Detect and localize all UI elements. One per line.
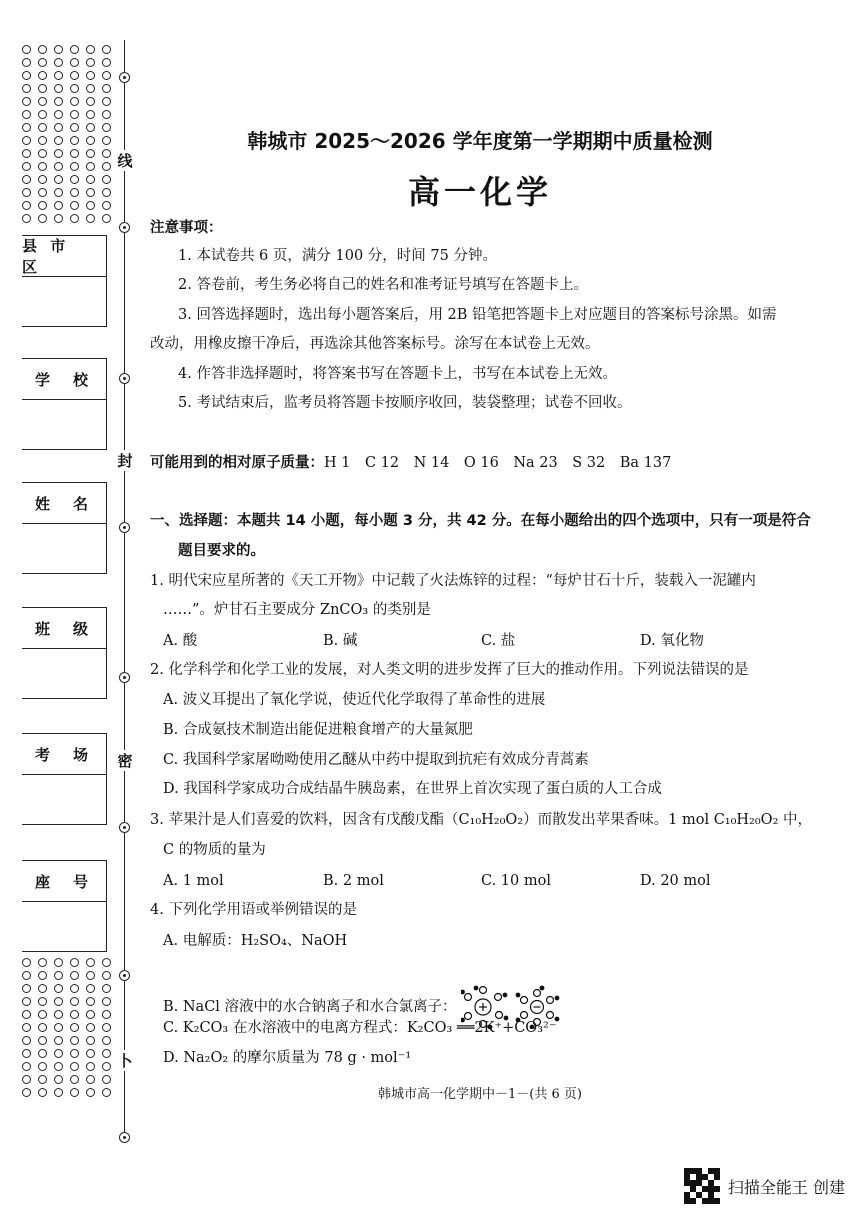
binding-dot bbox=[54, 58, 63, 67]
field-label: 班 级 bbox=[22, 608, 106, 649]
field-seat-number bbox=[22, 860, 107, 952]
option: B. 2 mol bbox=[323, 873, 384, 889]
binding-dot bbox=[86, 958, 95, 967]
binding-dot bbox=[102, 958, 111, 967]
binding-dot bbox=[54, 175, 63, 184]
binding-dot bbox=[38, 997, 47, 1006]
binding-dot bbox=[54, 1036, 63, 1045]
notice-item: 5. 考试结束后，监考员将答题卡按顺序收回，装袋整理；试卷不回收。 bbox=[178, 395, 632, 411]
binding-dot bbox=[102, 1036, 111, 1045]
binding-dot bbox=[102, 984, 111, 993]
binding-dot bbox=[86, 1088, 95, 1097]
binding-dot bbox=[22, 58, 31, 67]
binding-hole bbox=[119, 522, 130, 533]
binding-dot bbox=[22, 97, 31, 106]
binding-dot bbox=[70, 84, 79, 93]
binding-dot bbox=[70, 1075, 79, 1084]
option-text: B. NaCl 溶液中的水合钠离子和水合氯离子： bbox=[163, 999, 457, 1015]
binding-dot bbox=[86, 110, 95, 119]
binding-dot bbox=[54, 149, 63, 158]
binding-dot bbox=[102, 71, 111, 80]
binding-dot bbox=[102, 84, 111, 93]
option: C. 10 mol bbox=[481, 873, 551, 889]
binding-dot bbox=[22, 162, 31, 171]
binding-dot bbox=[54, 984, 63, 993]
option: A. 1 mol bbox=[163, 873, 224, 889]
binding-dot bbox=[102, 997, 111, 1006]
section-heading: 一、选择题：本题共 14 小题，每小题 3 分，共 42 分。在每小题给出的四个选项中，只有一项是符合 bbox=[150, 513, 811, 529]
question-stem: 2. 化学科学和化学工业的发展，对人类文明的进步发挥了巨大的推动作用。下列说法错误的是 bbox=[150, 662, 749, 678]
option: A. 波义耳提出了氧化学说，使近代化学取得了革命性的进展 bbox=[163, 692, 546, 708]
binding-dot bbox=[70, 1049, 79, 1058]
binding-dot bbox=[54, 1049, 63, 1058]
binding-dot bbox=[70, 958, 79, 967]
notice-item: 1. 本试卷共 6 页，满分 100 分，时间 75 分钟。 bbox=[178, 248, 497, 264]
question-stem: 3. 苹果汁是人们喜爱的饮料，因含有戊酸戊酯（C₁₀H₂₀O₂）而散发出苹果香味。1 mol C₁₀H₂₀O₂ 中， bbox=[150, 812, 812, 828]
binding-dot bbox=[54, 45, 63, 54]
binding-dot bbox=[22, 214, 31, 223]
binding-hole bbox=[119, 222, 130, 233]
field-label: 县 市 区 bbox=[22, 236, 106, 277]
binding-dot bbox=[86, 175, 95, 184]
binding-dot bbox=[70, 201, 79, 210]
binding-dot bbox=[70, 45, 79, 54]
binding-dot bbox=[54, 84, 63, 93]
binding-dot bbox=[86, 188, 95, 197]
binding-dot bbox=[70, 1088, 79, 1097]
binding-dot bbox=[22, 149, 31, 158]
field-label: 姓 名 bbox=[22, 483, 106, 524]
binding-dot bbox=[22, 984, 31, 993]
binding-dot bbox=[22, 123, 31, 132]
binding-dot bbox=[54, 136, 63, 145]
binding-dot bbox=[22, 110, 31, 119]
binding-dot bbox=[70, 214, 79, 223]
binding-dot bbox=[54, 188, 63, 197]
binding-dot bbox=[38, 149, 47, 158]
binding-dot bbox=[54, 1023, 63, 1032]
scanner-watermark bbox=[684, 1168, 845, 1204]
question-stem-cont: ……”。炉甘石主要成分 ZnCO₃ 的类别是 bbox=[163, 602, 431, 618]
binding-dot bbox=[102, 1088, 111, 1097]
binding-dot bbox=[38, 97, 47, 106]
binding-dot bbox=[54, 1062, 63, 1071]
option: D. 我国科学家成功合成结晶牛胰岛素，在世界上首次实现了蛋白质的人工合成 bbox=[163, 781, 662, 797]
binding-dot bbox=[22, 188, 31, 197]
notice-item: 3. 回答选择题时，选出每小题答案后，用 2B 铅笔把答题卡上对应题目的答案标号涂黑。如需 bbox=[178, 307, 777, 323]
binding-dot bbox=[102, 1023, 111, 1032]
binding-dot bbox=[70, 1023, 79, 1032]
binding-dot bbox=[102, 149, 111, 158]
binding-dot bbox=[102, 201, 111, 210]
binding-dot bbox=[70, 1062, 79, 1071]
binding-dot bbox=[54, 1088, 63, 1097]
option: A. 电解质：H₂SO₄、NaOH bbox=[163, 933, 348, 949]
field-label: 考 场 bbox=[22, 734, 106, 775]
binding-dot bbox=[22, 958, 31, 967]
binding-dot bbox=[22, 1036, 31, 1045]
binding-hole bbox=[119, 373, 130, 384]
binding-dot bbox=[38, 1049, 47, 1058]
binding-dot bbox=[22, 971, 31, 980]
field-label: 座 号 bbox=[22, 861, 106, 902]
binding-dot bbox=[22, 1075, 31, 1084]
field-label: 学 校 bbox=[22, 359, 106, 400]
field-class bbox=[22, 607, 107, 699]
binding-dot bbox=[70, 97, 79, 106]
binding-dot bbox=[38, 136, 47, 145]
binding-dot bbox=[54, 123, 63, 132]
binding-dot bbox=[54, 71, 63, 80]
binding-dot bbox=[86, 58, 95, 67]
binding-dot bbox=[86, 984, 95, 993]
binding-dot bbox=[86, 971, 95, 980]
binding-hole bbox=[119, 72, 130, 83]
binding-dot bbox=[22, 997, 31, 1006]
binding-dot bbox=[86, 214, 95, 223]
binding-dot bbox=[70, 984, 79, 993]
binding-dot bbox=[70, 149, 79, 158]
notice-item: 改动，用橡皮擦干净后，再选涂其他答案标号。涂写在本试卷上无效。 bbox=[150, 336, 600, 352]
question-stem: 1. 明代宋应星所著的《天工开物》中记载了火法炼锌的过程：“每炉甘石十斤，装载入一泥罐内 bbox=[150, 573, 756, 589]
section-heading-cont: 题目要求的。 bbox=[178, 543, 265, 559]
field-district bbox=[22, 235, 107, 327]
binding-dot bbox=[22, 71, 31, 80]
binding-dot bbox=[102, 971, 111, 980]
binding-dot bbox=[54, 201, 63, 210]
exam-title: 韩城市 2025～2026 学年度第一学期期中质量检测 bbox=[247, 129, 713, 153]
binding-dot bbox=[22, 1023, 31, 1032]
binding-dot bbox=[54, 162, 63, 171]
option: D. Na₂O₂ 的摩尔质量为 78 g · mol⁻¹ bbox=[163, 1050, 412, 1066]
binding-dot bbox=[70, 997, 79, 1006]
notice-heading: 注意事项： bbox=[150, 220, 223, 236]
option: D. 氧化物 bbox=[640, 633, 704, 649]
binding-dot bbox=[86, 1062, 95, 1071]
binding-dots-top bbox=[22, 45, 122, 223]
binding-dot bbox=[86, 1075, 95, 1084]
binding-dot bbox=[86, 45, 95, 54]
binding-dot bbox=[38, 71, 47, 80]
binding-dot bbox=[102, 136, 111, 145]
field-school bbox=[22, 358, 107, 450]
binding-dot bbox=[102, 214, 111, 223]
binding-dot bbox=[102, 1049, 111, 1058]
binding-dot bbox=[38, 214, 47, 223]
field-exam-room bbox=[22, 733, 107, 825]
binding-dot bbox=[70, 162, 79, 171]
binding-dot bbox=[86, 1049, 95, 1058]
option: A. 酸 bbox=[163, 633, 198, 649]
exam-subject: 高一化学 bbox=[407, 173, 552, 211]
binding-dot bbox=[86, 149, 95, 158]
binding-dot bbox=[86, 97, 95, 106]
binding-dot bbox=[38, 1036, 47, 1045]
binding-dot bbox=[86, 997, 95, 1006]
binding-dot bbox=[102, 97, 111, 106]
binding-dot bbox=[38, 58, 47, 67]
binding-marker: 线 bbox=[117, 152, 133, 170]
binding-dot bbox=[70, 188, 79, 197]
binding-hole bbox=[119, 1132, 130, 1143]
binding-dot bbox=[86, 136, 95, 145]
binding-dot bbox=[102, 1075, 111, 1084]
binding-dot bbox=[22, 1049, 31, 1058]
binding-dot bbox=[70, 110, 79, 119]
option: B. 碱 bbox=[323, 633, 358, 649]
binding-dot bbox=[54, 1075, 63, 1084]
option: C. K₂CO₃ 在水溶液中的电离方程式：K₂CO₃ ══2K⁺+CO₃²⁻ bbox=[163, 1020, 557, 1036]
binding-dot bbox=[86, 201, 95, 210]
binding-dot bbox=[54, 97, 63, 106]
binding-hole bbox=[119, 822, 130, 833]
binding-hole bbox=[119, 970, 130, 981]
binding-dot bbox=[38, 1010, 47, 1019]
binding-dot bbox=[38, 1088, 47, 1097]
binding-dot bbox=[22, 1088, 31, 1097]
binding-dot bbox=[102, 58, 111, 67]
binding-dot bbox=[70, 1010, 79, 1019]
binding-dot bbox=[54, 1010, 63, 1019]
binding-dot bbox=[70, 971, 79, 980]
binding-dot bbox=[70, 1036, 79, 1045]
binding-dot bbox=[38, 123, 47, 132]
binding-dot bbox=[70, 58, 79, 67]
notice-item: 4. 作答非选择题时，将答案书写在答题卡上，书写在本试卷上无效。 bbox=[178, 366, 617, 382]
binding-dot bbox=[102, 1010, 111, 1019]
binding-dot bbox=[102, 175, 111, 184]
binding-dot bbox=[38, 45, 47, 54]
field-name bbox=[22, 482, 107, 574]
binding-dot bbox=[102, 162, 111, 171]
binding-dot bbox=[102, 110, 111, 119]
question-stem-cont: C 的物质的量为 bbox=[163, 842, 266, 858]
binding-dot bbox=[38, 188, 47, 197]
binding-dot bbox=[38, 971, 47, 980]
binding-dot bbox=[86, 1023, 95, 1032]
binding-dot bbox=[54, 214, 63, 223]
binding-dot bbox=[70, 175, 79, 184]
binding-dot bbox=[86, 123, 95, 132]
binding-dot bbox=[38, 84, 47, 93]
watermark-text: 扫描全能王 创建 bbox=[727, 1177, 845, 1197]
binding-dot bbox=[38, 110, 47, 119]
option: D. 20 mol bbox=[640, 873, 711, 889]
binding-dot bbox=[22, 136, 31, 145]
binding-dot bbox=[54, 958, 63, 967]
notice-item: 2. 答卷前，考生务必将自己的姓名和准考证号填写在答题卡上。 bbox=[178, 277, 588, 293]
option: C. 我国科学家屠呦呦使用乙醚从中药中提取到抗疟有效成分青蒿素 bbox=[163, 752, 589, 768]
option: C. 盐 bbox=[481, 633, 516, 649]
binding-dot bbox=[22, 175, 31, 184]
binding-dot bbox=[38, 162, 47, 171]
binding-dot bbox=[38, 1062, 47, 1071]
binding-dot bbox=[38, 958, 47, 967]
binding-dot bbox=[22, 1010, 31, 1019]
binding-dot bbox=[54, 997, 63, 1006]
binding-dot bbox=[22, 201, 31, 210]
question-stem: 4. 下列化学用语或举例错误的是 bbox=[150, 902, 357, 918]
binding-dot bbox=[86, 1036, 95, 1045]
atomic-masses bbox=[150, 453, 671, 473]
binding-dot bbox=[86, 84, 95, 93]
binding-dot bbox=[38, 1023, 47, 1032]
binding-dot bbox=[22, 1062, 31, 1071]
binding-dot bbox=[86, 162, 95, 171]
binding-dots-bottom bbox=[22, 958, 122, 1097]
binding-marker: 密 bbox=[117, 752, 133, 770]
binding-dot bbox=[102, 188, 111, 197]
binding-dot bbox=[70, 136, 79, 145]
binding-dot bbox=[22, 45, 31, 54]
binding-dot bbox=[38, 1075, 47, 1084]
binding-dot bbox=[70, 71, 79, 80]
binding-dot bbox=[22, 84, 31, 93]
atomic-masses-values: H 1 C 12 N 14 O 16 Na 23 S 32 Ba 137 bbox=[324, 455, 672, 471]
page-footer: 韩城市高一化学期中－1－(共 6 页) bbox=[378, 1087, 582, 1102]
binding-dot bbox=[54, 110, 63, 119]
binding-dot bbox=[38, 201, 47, 210]
binding-dot bbox=[102, 45, 111, 54]
binding-dot bbox=[38, 984, 47, 993]
binding-hole bbox=[119, 672, 130, 683]
binding-dot bbox=[86, 1010, 95, 1019]
binding-marker: 卜 bbox=[117, 1052, 133, 1070]
binding-dot bbox=[38, 175, 47, 184]
atomic-masses-label: 可能用到的相对原子质量： bbox=[150, 455, 324, 471]
binding-dot bbox=[102, 123, 111, 132]
qr-code-icon bbox=[684, 1168, 720, 1204]
binding-dot bbox=[86, 71, 95, 80]
option: B. 合成氨技术制造出能促进粮食增产的大量氮肥 bbox=[163, 722, 473, 738]
binding-dot bbox=[54, 971, 63, 980]
binding-marker: 封 bbox=[117, 452, 133, 470]
binding-dot bbox=[70, 123, 79, 132]
binding-dot bbox=[102, 1062, 111, 1071]
